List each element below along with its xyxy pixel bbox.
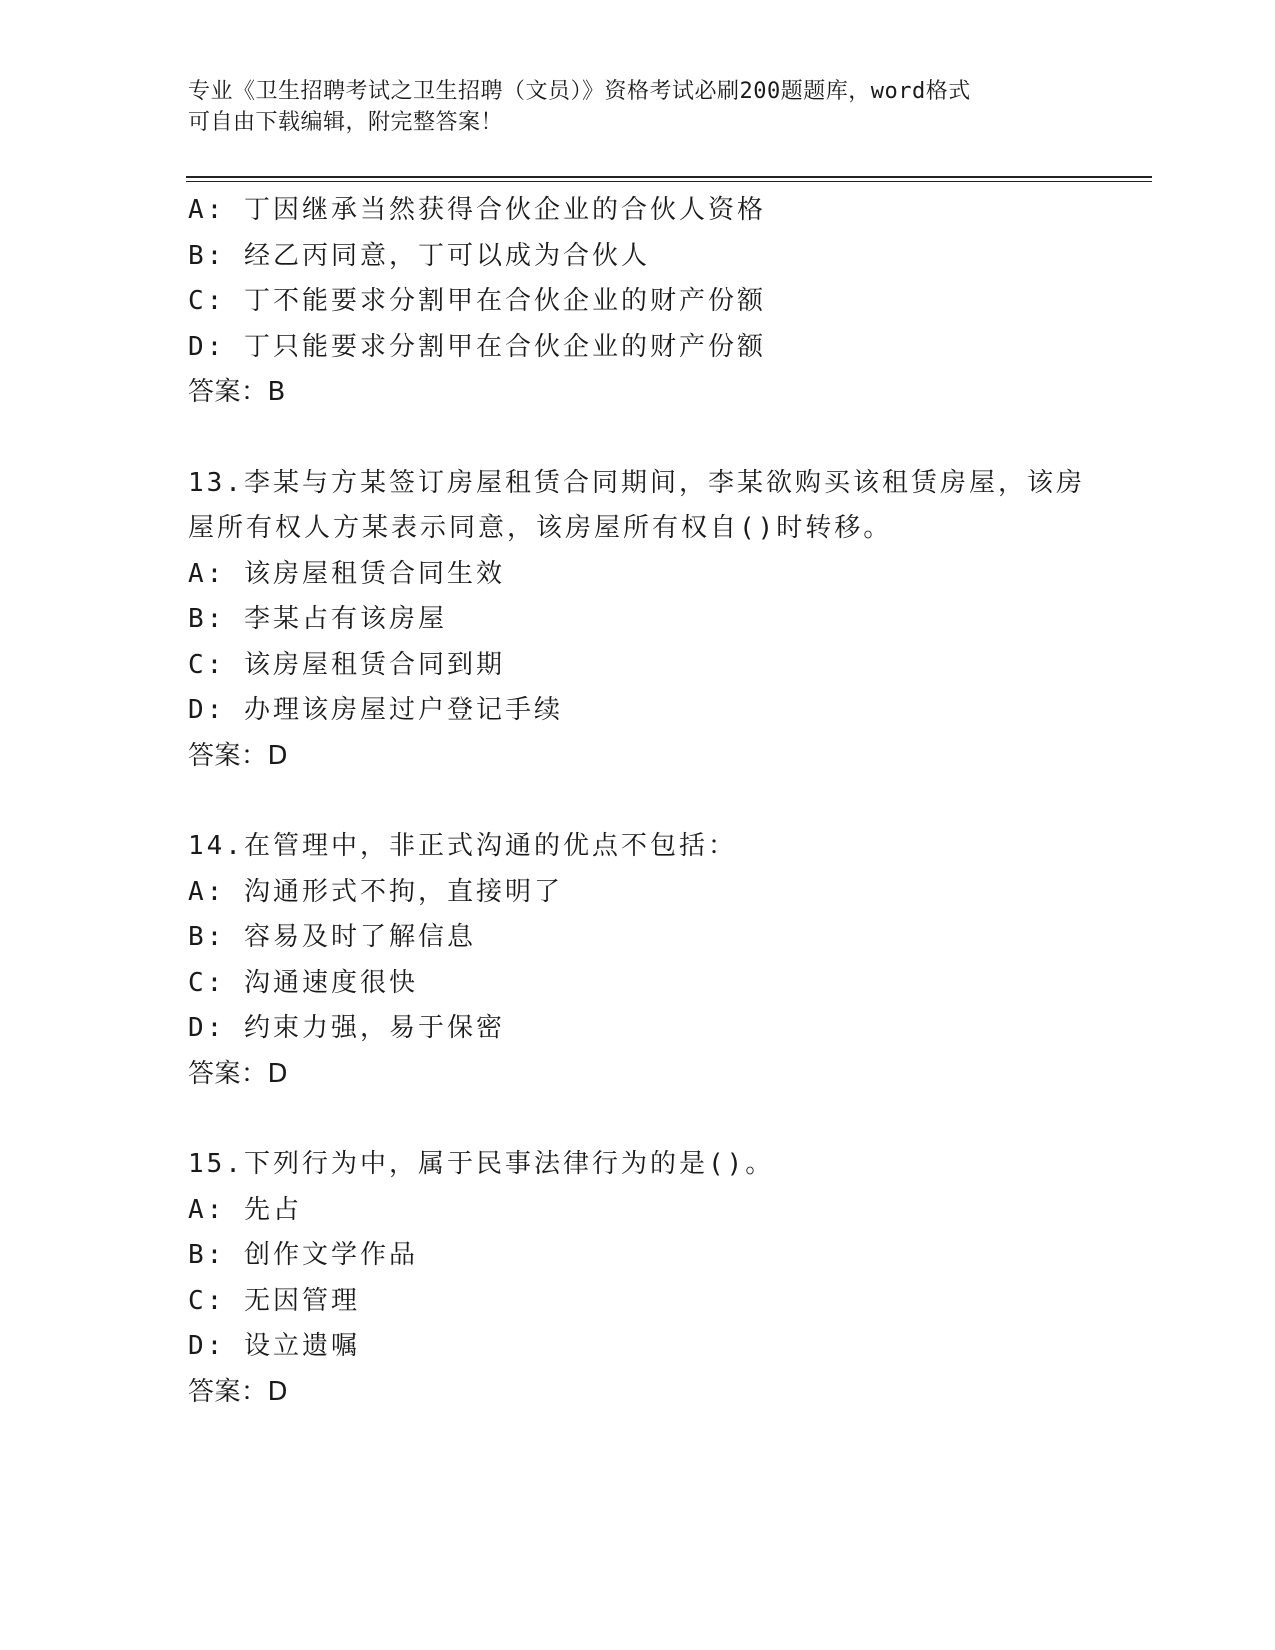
answer: 答案：B — [188, 377, 286, 407]
document-header — [188, 76, 1068, 138]
question-stem: 15.下列行为中，属于民事法律行为的是()。 — [188, 1149, 775, 1179]
question-15 — [188, 1142, 1088, 1415]
option-a: A: 先占 — [188, 1194, 302, 1225]
option-c: C: 无因管理 — [188, 1285, 360, 1316]
question-stem: 13.李某与方某签订房屋租赁合同期间，李某欲购买该租赁房屋，该房 — [188, 467, 1085, 498]
spacer — [188, 779, 1088, 824]
option-d: D: 办理该房屋过户登记手续 — [188, 695, 563, 725]
spacer — [188, 416, 1088, 461]
option-a: A: 该房屋租赁合同生效 — [188, 558, 505, 589]
header-line-1: 专业《卫生招聘考试之卫生招聘（文员）》资格考试必刷200题题库，word格式 — [188, 79, 971, 104]
option-c: C: 丁不能要求分割甲在合伙企业的财产份额 — [188, 286, 766, 316]
question-stem: 屋所有权人方某表示同意，该房屋所有权自()时转移。 — [188, 513, 893, 543]
option-c: C: 该房屋租赁合同到期 — [188, 649, 505, 680]
option-b: B: 创作文学作品 — [188, 1240, 418, 1270]
answer: 答案：D — [188, 1376, 289, 1407]
option-b: B: 李某占有该房屋 — [188, 604, 447, 634]
option-d: D: 约束力强，易于保密 — [188, 1013, 505, 1043]
question-12 — [188, 188, 1088, 416]
option-c: C: 沟通速度很快 — [188, 967, 418, 998]
spacer — [188, 1097, 1088, 1142]
header-line-2: 可自由下载编辑，附完整答案！ — [188, 110, 504, 135]
option-a: A: 沟通形式不拘，直接明了 — [188, 876, 563, 907]
option-b: B: 经乙丙同意，丁可以成为合伙人 — [188, 240, 650, 271]
option-d: D: 设立遗嘱 — [188, 1331, 360, 1361]
header-rule-thin — [186, 181, 1152, 182]
header-rule-thick — [186, 176, 1152, 178]
question-14 — [188, 824, 1088, 1097]
option-b: B: 容易及时了解信息 — [188, 922, 476, 952]
question-13 — [188, 461, 1088, 780]
answer: 答案：D — [188, 1058, 289, 1089]
option-a: A: 丁因继承当然获得合伙企业的合伙人资格 — [188, 195, 766, 225]
answer: 答案：D — [188, 740, 289, 771]
option-d: D: 丁只能要求分割甲在合伙企业的财产份额 — [188, 331, 766, 362]
question-stem: 14.在管理中，非正式沟通的优点不包括： — [188, 831, 737, 861]
question-content — [188, 188, 1088, 1415]
